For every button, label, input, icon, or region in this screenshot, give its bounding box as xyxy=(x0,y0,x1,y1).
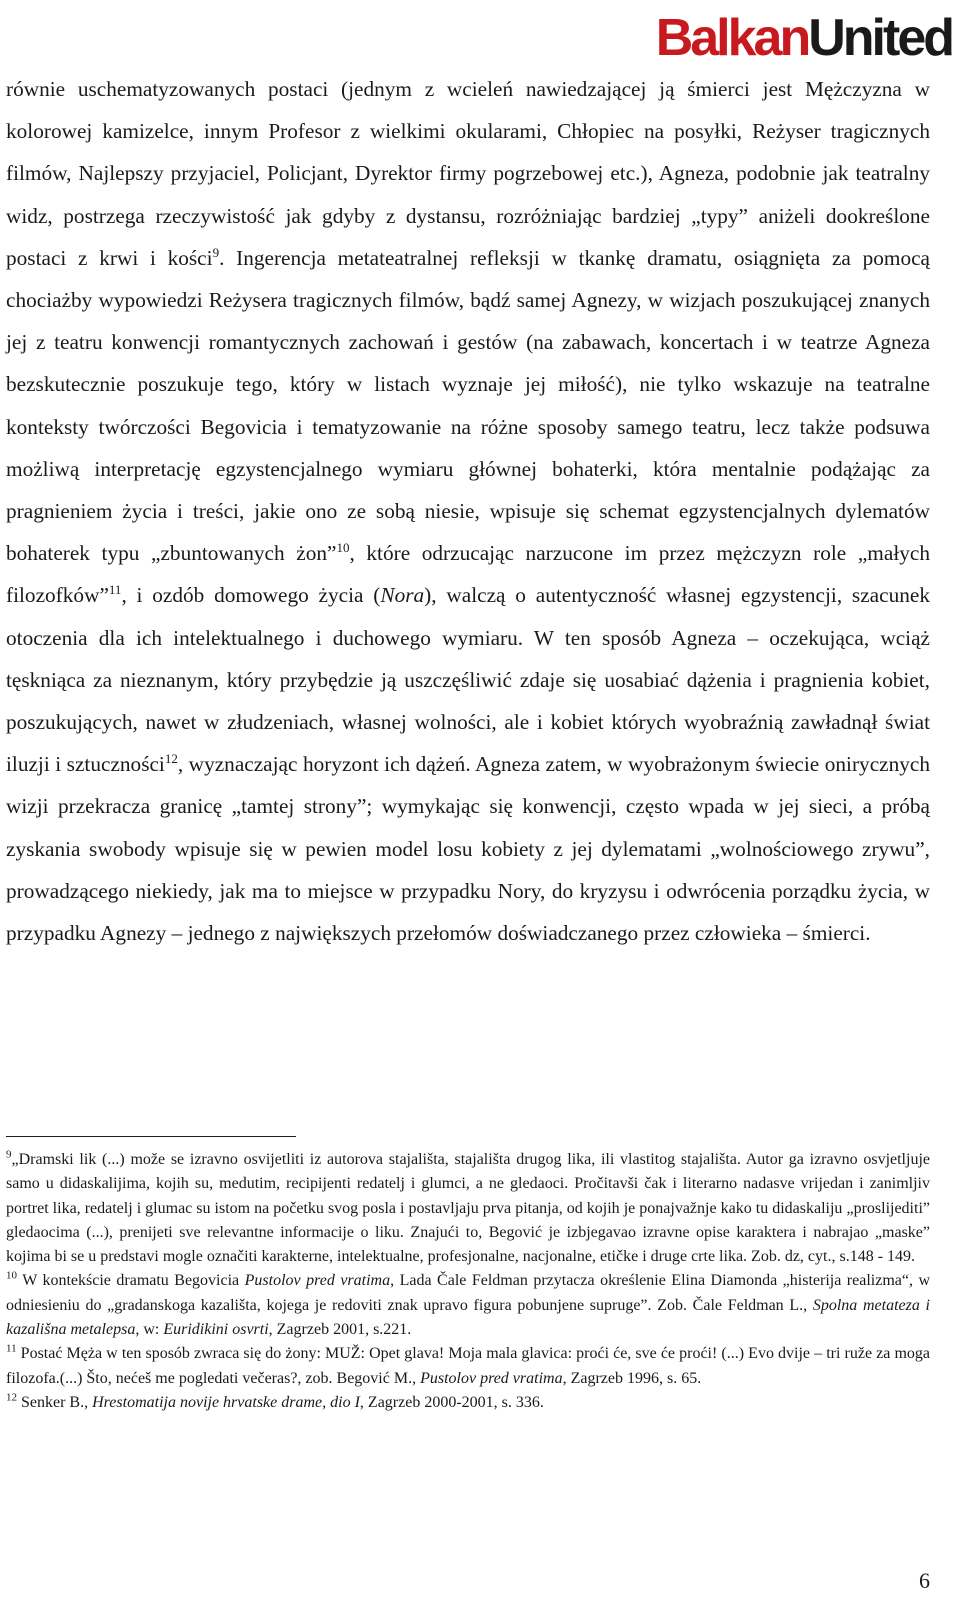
main-paragraph: równie uschematyzowanych postaci (jednym z wcieleń nawiedzającej ją śmierci jest Mężczyzna w kolorowej kamizelce, innym Profesor z wielkimi okularami, Chłopiec na posyłki, Reżyser tragicznych filmów, Najlepszy przyjaciel, Policjant, Dyrektor firmy pogrzebowej etc.), Agneza, podobnie jak teatralny widz, postrzega rzeczywistość jak gdyby z dystansu, rozróżniając bardziej „typy” aniżeli dookreślone postaci z krwi i kości$^9$. Ingerencja metateatralnej refleksji w tkankę dramatu, osiągnięta za pomocą chociażby wypowiedzi Reżysera tragicznych filmów, bądź samej Agnezy, w wizjach poszukującej znanych jej z teatru konwencji romantycznych zachowań i gestów (na zabawach, koncertach i w teatrze Agneza bezskutecznie poszukuje tego, który w listach wyznaje jej miłość), nie tylko wskazuje na teatralne konteksty twórczości Begovicia i tematyzowanie na różne sposoby samego teatru, lecz także podsuwa możliwą interpretację egzystencjalnego wymiaru głównej bohaterki, która mentalnie podążając za pragnieniem życia i treści, jakie ono ze sobą niesie, wpisuje się schemat egzystencjalnych dylematów bohaterek typu „zbuntowanych żon”$^{10}$, które odrzucając narzucone im przez mężczyzn role „małych filozofków”$^{11}$, i ozdób domowego życia (Nora), walczą o autentyczność własnej egzystencji, szacunek otoczenia dla ich intelektualnego i duchowego wymiaru. W ten sposób Agneza – oczekująca, wciąż tęskniąca za nieznanym, który przybędzie ją uszczęśliwić zdaje się uosabiać dążenia i pragnienia kobiet, poszukujących, nawet w złudzeniach, własnej wolności, ale i kobiet których wyobraźnią zawładnął świat iluzji i sztuczności$^{12}$, wyznaczając horyzont ich dążeń. Agneza zatem, w wyobrażonym świecie onirycznych wizji przekracza granicę „tamtej strony”; wymykając się konwencji, często wpada w jej sieci, a próbą zyskania swobody wpisuje się w pewien model losu kobiety z jej dylematami „wolnościowego zrywu”, prowadzącego niekiedy, jak ma to miejsce w przypadku Nory, do kryzysu i odwrócenia porządku życia, w przypadku Agnezy – jednego z największych przełomów doświadczanego przez człowieka – śmierci. xyxy=(6,77,930,946)
footnote-10: $^{10}$ W kontekście dramatu Begovicia Pustolov pred vratima, Lada Čale Feldman przytacza określenie Elina Diamonda „histerija realizma“, w odniesieniu do „gradanskoga kazališta, kojega je redoviti znak upravo figura pobunjene supruge”. Zob. Čale Feldman L., Spolna metateza i kazališna metalepsa, w: Euridikini osvrti, Zagrzeb 2001, s.221. xyxy=(6,1270,931,1339)
footnote-ref-10[interactable]: 10 xyxy=(336,540,350,556)
page-number: 6 xyxy=(919,1568,930,1593)
footnote-ref-9[interactable]: 9 xyxy=(212,244,220,260)
footnote-separator xyxy=(6,1136,296,1137)
footnote-12: $^{12}$ Senker B., Hrestomatija novije hrvatske drame, dio I, Zagrzeb 2000-2001, s. 336. xyxy=(6,1391,544,1411)
balkan-united-logo: BalkanUnited xyxy=(655,9,952,67)
footnotes xyxy=(6,1148,930,1415)
footnote-ref-11[interactable]: 11 xyxy=(108,582,122,598)
footnote-ref-12[interactable]: 12 xyxy=(164,751,178,767)
footnote-9: $^9$„Dramski lik (...) može se izravno osvijetliti iz autorova stajališta, stajališta drugog lika, ili vlastitog stajališta. Autor ga izravno osvjetljuje samo u didaskalijima, kojih su, medutim, recipijenti redatelj i glumci, a ne gledaoci. Pročitavši čak i literarno nadasve vrijedan i zanimljiv portret lika, redatelj i glumac su istom na početku svog posla i postavljaju prva pitanja, od kojih je ponajvažnje kako tu didaskaliju „proslijediti” gledaocima (...), prenijeti sve relevantne informacije o liku. Znajući to, Begović je izbjegavao izravne opise karaktera i nabrajao „maske” kojima bi se u predstavi mogle označiti karakterne, intelektualne, profesjonalne, nacjonalne, etičke i druge crte lika. Zob. dz, cyt., s.148 - 149. xyxy=(6,1148,930,1266)
footnote-11: $^{11}$ Postać Męża w ten sposób zwraca się do żony: MUŽ: Opet glava! Moja mala glavica: proći će, sve će proći! (...) Evo dvije – tri ruže za moga filozofa.(...) Što, nećeš me pogledati večeras?, zob. Begović M., Pustolov pred vratima, Zagrzeb 1996, s. 65. xyxy=(6,1343,930,1387)
